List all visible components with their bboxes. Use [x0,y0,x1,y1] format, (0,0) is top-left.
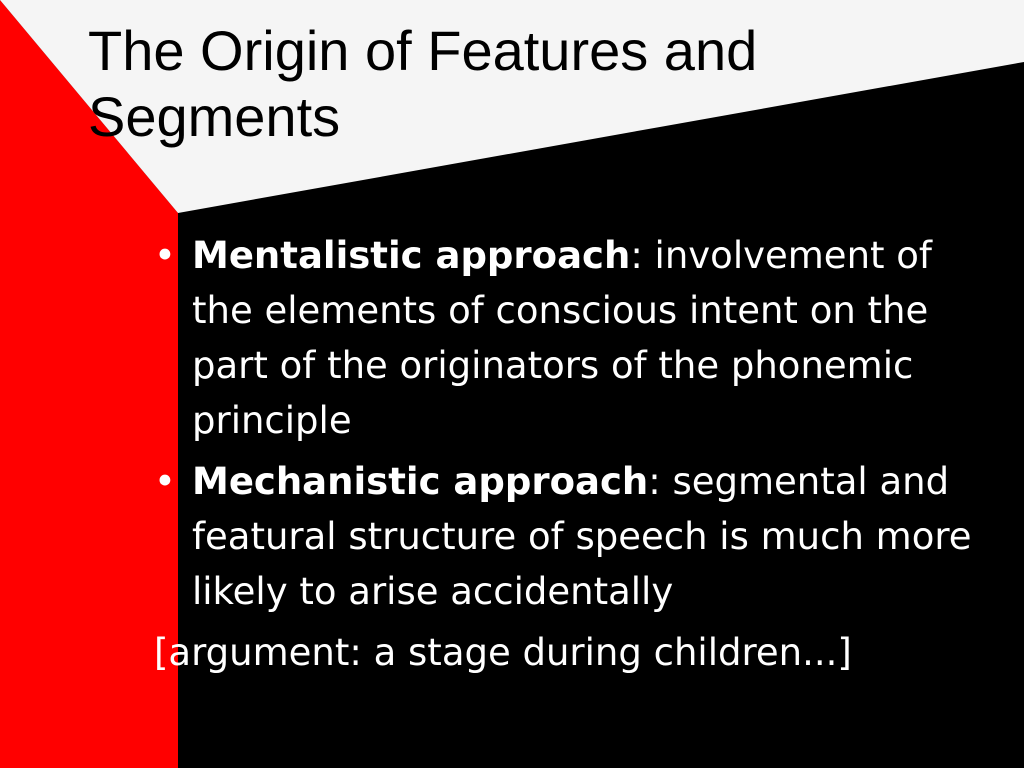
argument-note: [argument: a stage during children...] [154,631,852,674]
slide-title-line-2: Segments [88,85,341,148]
slide-title [88,18,988,150]
bullet-item-mentalistic [150,228,1000,448]
bullet-icon: • [154,234,176,277]
bullet-text: : segmental and featural structure of speech is much more likely to arise accidentally [192,460,972,613]
bullet-icon: • [154,460,176,503]
bullet-text: : involvement of the elements of conscious intent on the part of the originators of the phonemic principle [192,234,932,442]
bullet-term: Mechanistic approach [192,460,649,503]
bullet-item-mechanistic [150,454,1000,619]
bullet-term: Mentalistic approach [192,234,631,277]
slide-title-line-1: The Origin of Features and [88,19,758,82]
slide-body [150,228,1000,680]
